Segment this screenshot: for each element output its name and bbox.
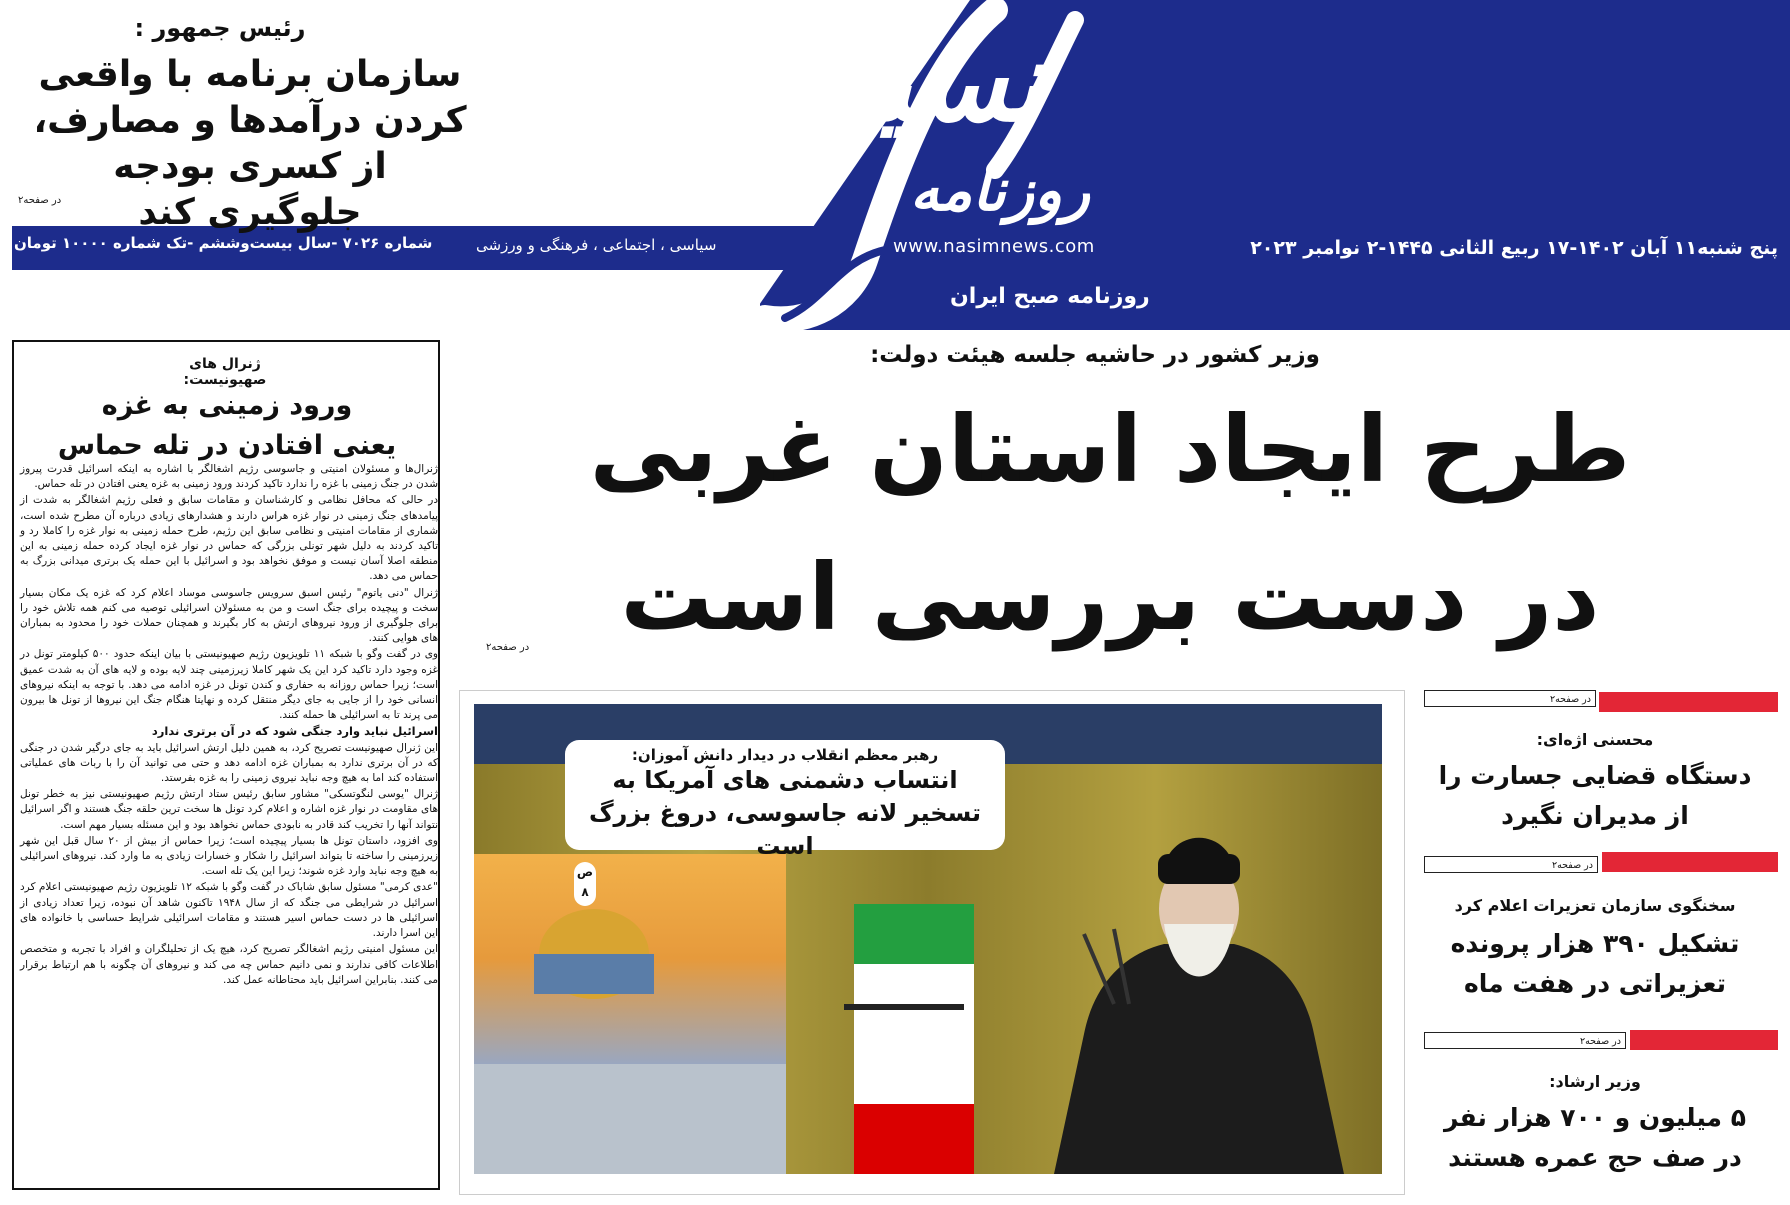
story-headline[interactable] xyxy=(1420,924,1770,1004)
photo-quote-box[interactable] xyxy=(565,740,1005,860)
body-paragraph: ژنرال "دنی یاتوم" رئیس اسبق سرویس جاسوسی موساد اعلام کرد که غزه یک مکان بسیار سخت و پیچیده برای جنگ است و من به مسئولان اسرائیلی توصیه می کنم همه تلاش خود را برای جلوگیری از ورود نیروهای ارتش به کار بگیرند و همچنان حملات خود را محدود به بمباران های هوایی کنند. xyxy=(20,586,438,645)
left-column-kicker: ژنرال های صهیونیست: xyxy=(183,356,267,388)
body-paragraph: "عدی کرمی" مسئول سابق شاباک در گفت وگو با شبکه ۱۲ تلویزیون رژیم صهیونیستی اعلام کرد اسرائیل در شرایطی می جنگد که از سال ۱۹۴۸ تاکنون شاهد آن نبوده، زیرا تعداد زیادی از اسرائیلی ها در دست حماس اسیر هستند و مقامات اسرائیلی شرایط حساسی با خانواده های این اسرا دارند. xyxy=(20,881,438,940)
story-kicker: وزیر ارشاد: xyxy=(1549,1072,1641,1091)
photo-page-ref-number: ۸ xyxy=(581,885,589,899)
story-headline[interactable] xyxy=(1420,756,1770,836)
speaker-turban-band xyxy=(1158,854,1240,884)
story-headline[interactable] xyxy=(1420,1098,1770,1178)
story-accent-bar xyxy=(1630,1030,1778,1050)
body-paragraph: در حالی که محافل نظامی و کارشناسان و مقامات سابق و فعلی رژیم اشغالگر به شدت از پیامدهای جنگ زمینی در نوار غزه هراس دارند و هشدارهای زیادی درباره آن مطرح شده است، شماری از مقامات امنیتی و نظامی سابق این رژیم، طرح حمله زمینی به نوار غزه را کاملا رد و تاکید کردند به دلیل شهر تونلی بزرگی که حماس در نوار غزه ایجاد کرده حمله زمینی به این منطقه اصلا آسان نیست و موفق نخواهد بود و اسرائیل با این حمله یک برتری میدانی بزرگ به حماس می دهد. xyxy=(20,494,438,583)
story-headline-line2: در صف حج عمره هستند xyxy=(1448,1143,1742,1172)
main-headline-line1: طرح ایجاد استان غربی xyxy=(589,396,1631,503)
photo-quote-headline: انتساب دشمنی های آمریکا به تسخیر لانه جاسوسی، دروغ بزرگ است xyxy=(588,766,982,860)
main-headline[interactable] xyxy=(580,376,1640,672)
left-column-headline[interactable] xyxy=(22,386,432,466)
story-accent-bar xyxy=(1602,852,1778,872)
photo-page-ref xyxy=(574,862,596,906)
story-headline-line1: دستگاه قضایی جسارت را xyxy=(1438,761,1752,790)
mic-stand xyxy=(844,1004,964,1010)
flag-red-stripe xyxy=(854,1104,974,1174)
story-kicker: سخنگوی سازمان تعزیرات اعلام کرد xyxy=(1454,896,1736,915)
story-page-ref: در صفحه۲ xyxy=(1424,856,1598,873)
story-headline-line1: تشکیل ۳۹۰ هزار پرونده xyxy=(1450,929,1740,958)
story-headline-line2: از مدیران نگیرد xyxy=(1501,801,1689,830)
masthead-subtitle: روزنامه صبح ایران xyxy=(950,284,1150,309)
body-paragraph: این ژنرال صهیونیست تصریح کرد، به همین دلیل ارتش اسرائیل باید به جای درگیر شدن در جنگی که در آن برتری ندارد به بمباران غزه ادامه دهد و حتی می توانید آن را با ربات های عملیاتی استفاده کند اما به هیچ وجه نباید نیروی زمینی را به غزه بفرستد. xyxy=(20,741,438,785)
main-headline-line2: در دست بررسی است xyxy=(620,544,1600,651)
photo-page-ref-label: ص xyxy=(576,865,594,879)
story-kicker: محسنی اژه‌ای: xyxy=(1536,730,1654,749)
website-link[interactable]: www.nasimnews.com xyxy=(893,236,1095,257)
top-left-kicker: رئیس جمهور : xyxy=(134,14,306,42)
masthead-blue-block xyxy=(1000,0,1790,330)
top-left-page-ref: در صفحه۲ xyxy=(18,195,62,206)
logo-wordmark: روزنامه xyxy=(909,156,1090,224)
dome-base xyxy=(534,954,654,994)
crowd-foreground xyxy=(474,1064,786,1174)
issue-date: پنج شنبه۱۱ آبان ۱۴۰۲-۱۷ ربیع الثانی ۱۴۴۵-۲ نوامبر ۲۰۲۳ xyxy=(1250,237,1778,259)
body-paragraph: ژنرال "یوسی لنگوتسکی" مشاور سابق رئیس ستاد ارتش رژیم صهیونیستی نیز به خطر تونل های مقاومت در نوار غزه اشاره و اعلام کرد تونل ها سخت ترین حلقه جنگ هستند و اگر اسرائیل نتواند آنها را تخریب کند قادر به نابودی حماس نخواهد بود و این مسئله بسیار مهم است. xyxy=(20,788,438,831)
photo-quote-kicker: رهبر معظم انقلاب در دیدار دانش آموزان: xyxy=(631,746,939,764)
story-accent-bar xyxy=(1599,692,1778,712)
left-column-body xyxy=(20,462,438,989)
story-headline-line2: تعزیراتی در هفت ماه xyxy=(1464,969,1726,998)
masthead-sections: سیاسی ، اجتماعی ، فرهنگی و ورزشی xyxy=(476,236,717,254)
top-left-headline[interactable]: سازمان برنامه با واقعی کردن درآمدها و مصارف، از کسری بودجه جلوگیری کند xyxy=(33,54,467,233)
body-subheading: اسرائیل نباید وارد جنگی شود که در آن برتری ندارد xyxy=(151,724,438,739)
flag-green-stripe xyxy=(854,904,974,964)
logo-calligraphy-text: نسیم xyxy=(807,17,1043,146)
body-paragraph: این مسئول امنیتی رژیم اشغالگر تصریح کرد، هیچ یک از تحلیلگران و افراد با تجربه و متخصص اطلاعات کافی ندارند و نمی دانیم حماس چه می کند و نیروهای آن چگونه با هم ارتباط برقرار می کنند. بنابراین اسرائیل باید محتاطانه عمل کند. xyxy=(20,943,438,986)
story-page-ref: در صفحه۲ xyxy=(1424,1032,1626,1049)
body-paragraph: وی در گفت وگو با شبکه ۱۱ تلویزیون رژیم صهیونیستی با بیان اینکه حدود ۵۰۰ کیلومتر تونل در غزه وجود دارد تاکید کرد این یک شهر کاملا زیرزمینی چند لایه بوده و لایه های آن به شدت عمیق است؛ زیرا حماس روزانه به حفاری و کندن تونل در غزه ادامه می دهد. با توجه به اینکه نیروهای انسانی خود را از جایی به جای دیگر منتقل کرده و نهایتا هنگام جنگ این نیروها از تونل ها بیرون می پرند تا به اسرائیلی ها حمله کنند. xyxy=(20,648,438,722)
left-column-headline-line1: ورود زمینی به غزه xyxy=(101,390,353,421)
story-headline-line1: ۵ میلیون و ۷۰۰ هزار نفر xyxy=(1444,1103,1746,1132)
story-page-ref: در صفحه۲ xyxy=(1424,690,1596,707)
body-paragraph: وی افزود، داستان تونل ها بسیار پیچیده است؛ زیرا حماس از بیش از ۲۰ سال قبل این شهر زیرزمینی را ساخته تا بتواند اسرائیل را شکار و خسارات زیادی به ما وارد کند. نیروهای اسرائیلی به هیچ وجه نباید وارد غزه شوند؛ زیرا این یک تله است. xyxy=(20,834,438,878)
left-column-headline-line2: یعنی افتادن در تله حماس xyxy=(57,430,397,461)
issue-info: شماره ۷۰۲۶ -سال بیست‌وششم -تک شماره ۱۰۰۰۰ تومان xyxy=(14,234,433,252)
body-paragraph: ژنرال‌ها و مسئولان امنیتی و جاسوسی رژیم اشغالگر با اشاره به اینکه اسرائیل قدرت پیروز شدن در جنگ زمینی با غزه را ندارد تاکید کردند ورود زمینی به غزه یعنی افتادن در تله حماس. xyxy=(20,463,438,491)
main-kicker: وزیر کشور در حاشیه جلسه هیئت دولت: xyxy=(870,342,1320,368)
main-page-ref: در صفحه۲ xyxy=(486,642,530,653)
